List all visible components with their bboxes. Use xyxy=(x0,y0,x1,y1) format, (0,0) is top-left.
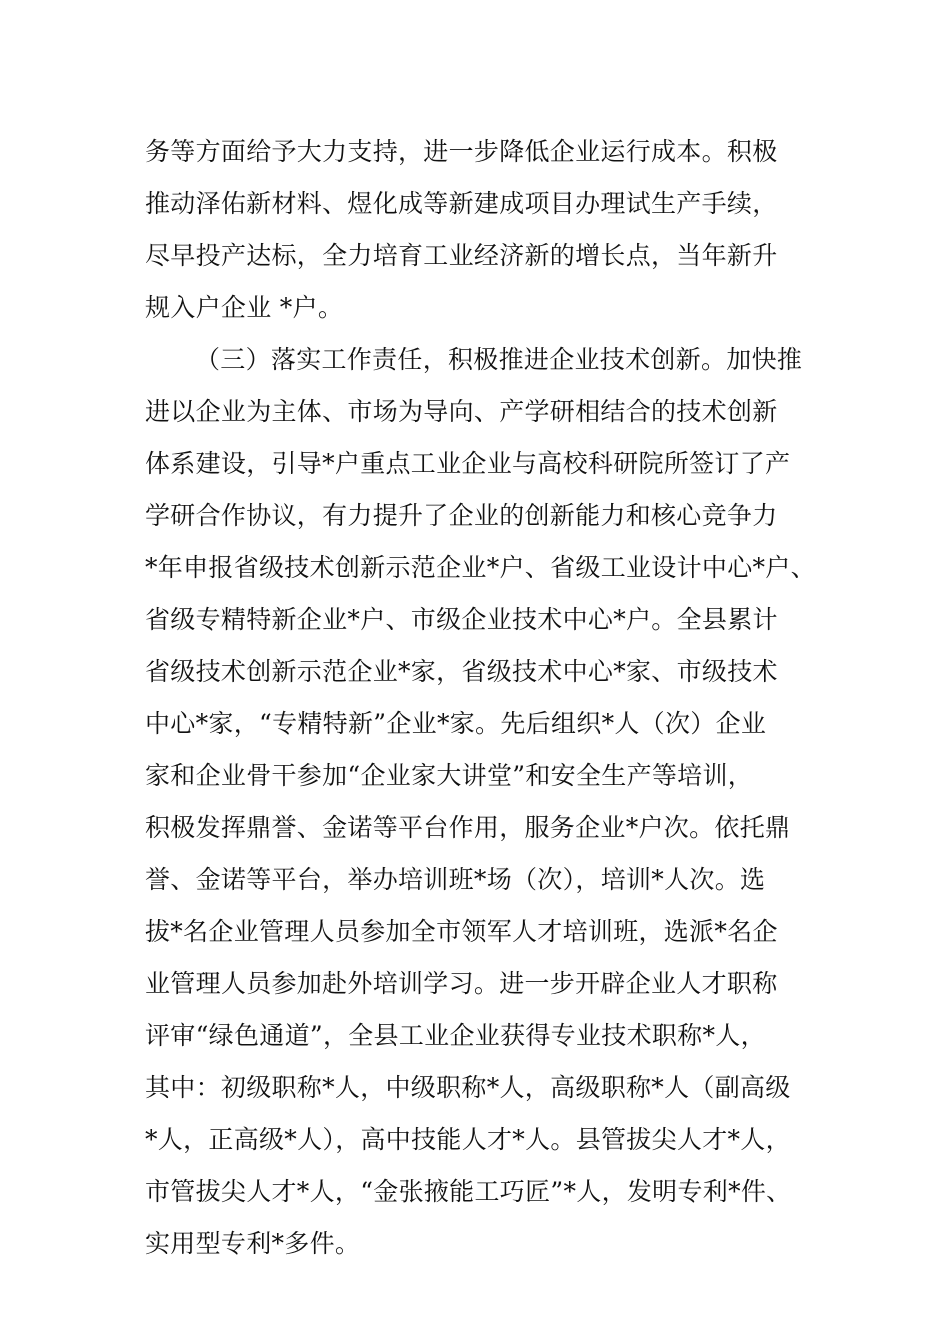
text-line: 其中：初级职称*人，中级职称*人，高级职称*人（副高级 xyxy=(145,1073,791,1102)
text-line: 业管理人员参加赴外培训学习。进一步开辟企业人才职称 xyxy=(145,969,778,998)
text-line: 家和企业骨干参加“企业家大讲堂”和安全生产等培训， xyxy=(145,761,754,790)
text-line: 实用型专利*多件。 xyxy=(145,1229,361,1258)
text-line: 进以企业为主体、市场为导向、产学研相结合的技术创新 xyxy=(145,397,778,426)
text-line: 推动泽佑新材料、煜化成等新建成项目办理试生产手续， xyxy=(145,189,778,218)
text-line: 体系建设，引导*户重点工业企业与高校科研院所签订了产 xyxy=(145,449,791,478)
text-line: 省级技术创新示范企业*家，省级技术中心*家、市级技术 xyxy=(145,657,778,686)
text-line: 规入户企业 *户。 xyxy=(145,293,344,322)
text-line: 务等方面给予大力支持，进一步降低企业运行成本。积极 xyxy=(145,137,778,166)
text-line: 省级专精特新企业*户、市级企业技术中心*户。全县累计 xyxy=(145,605,778,634)
section-heading-line: （三）落实工作责任，积极推进企业技术创新。加快推 xyxy=(195,345,803,374)
text-line: 尽早投产达标，全力培育工业经济新的增长点，当年新升 xyxy=(145,241,778,270)
text-line: *人，正高级*人），高中技能人才*人。县管拔尖人才*人， xyxy=(145,1125,791,1154)
text-line: 拔*名企业管理人员参加全市领军人才培训班，选派*名企 xyxy=(145,917,778,946)
text-line: 评审“绿色通道”，全县工业企业获得专业技术职称*人， xyxy=(145,1021,766,1050)
text-line: 中心*家，“专精特新”企业*家。先后组织*人（次）企业 xyxy=(145,709,767,738)
text-line: 誉、金诺等平台，举办培训班*场（次），培训*人次。选 xyxy=(145,865,766,894)
text-line: 学研合作协议，有力提升了企业的创新能力和核心竞争力 xyxy=(145,501,778,530)
text-line: 市管拔尖人才*人，“金张掖能工巧匠”*人，发明专利*件、 xyxy=(145,1177,792,1206)
text-line: 积极发挥鼎誉、金诺等平台作用，服务企业*户次。依托鼎 xyxy=(145,813,791,842)
text-line: *年申报省级技术创新示范企业*户、省级工业设计中心*户、 xyxy=(145,553,816,582)
